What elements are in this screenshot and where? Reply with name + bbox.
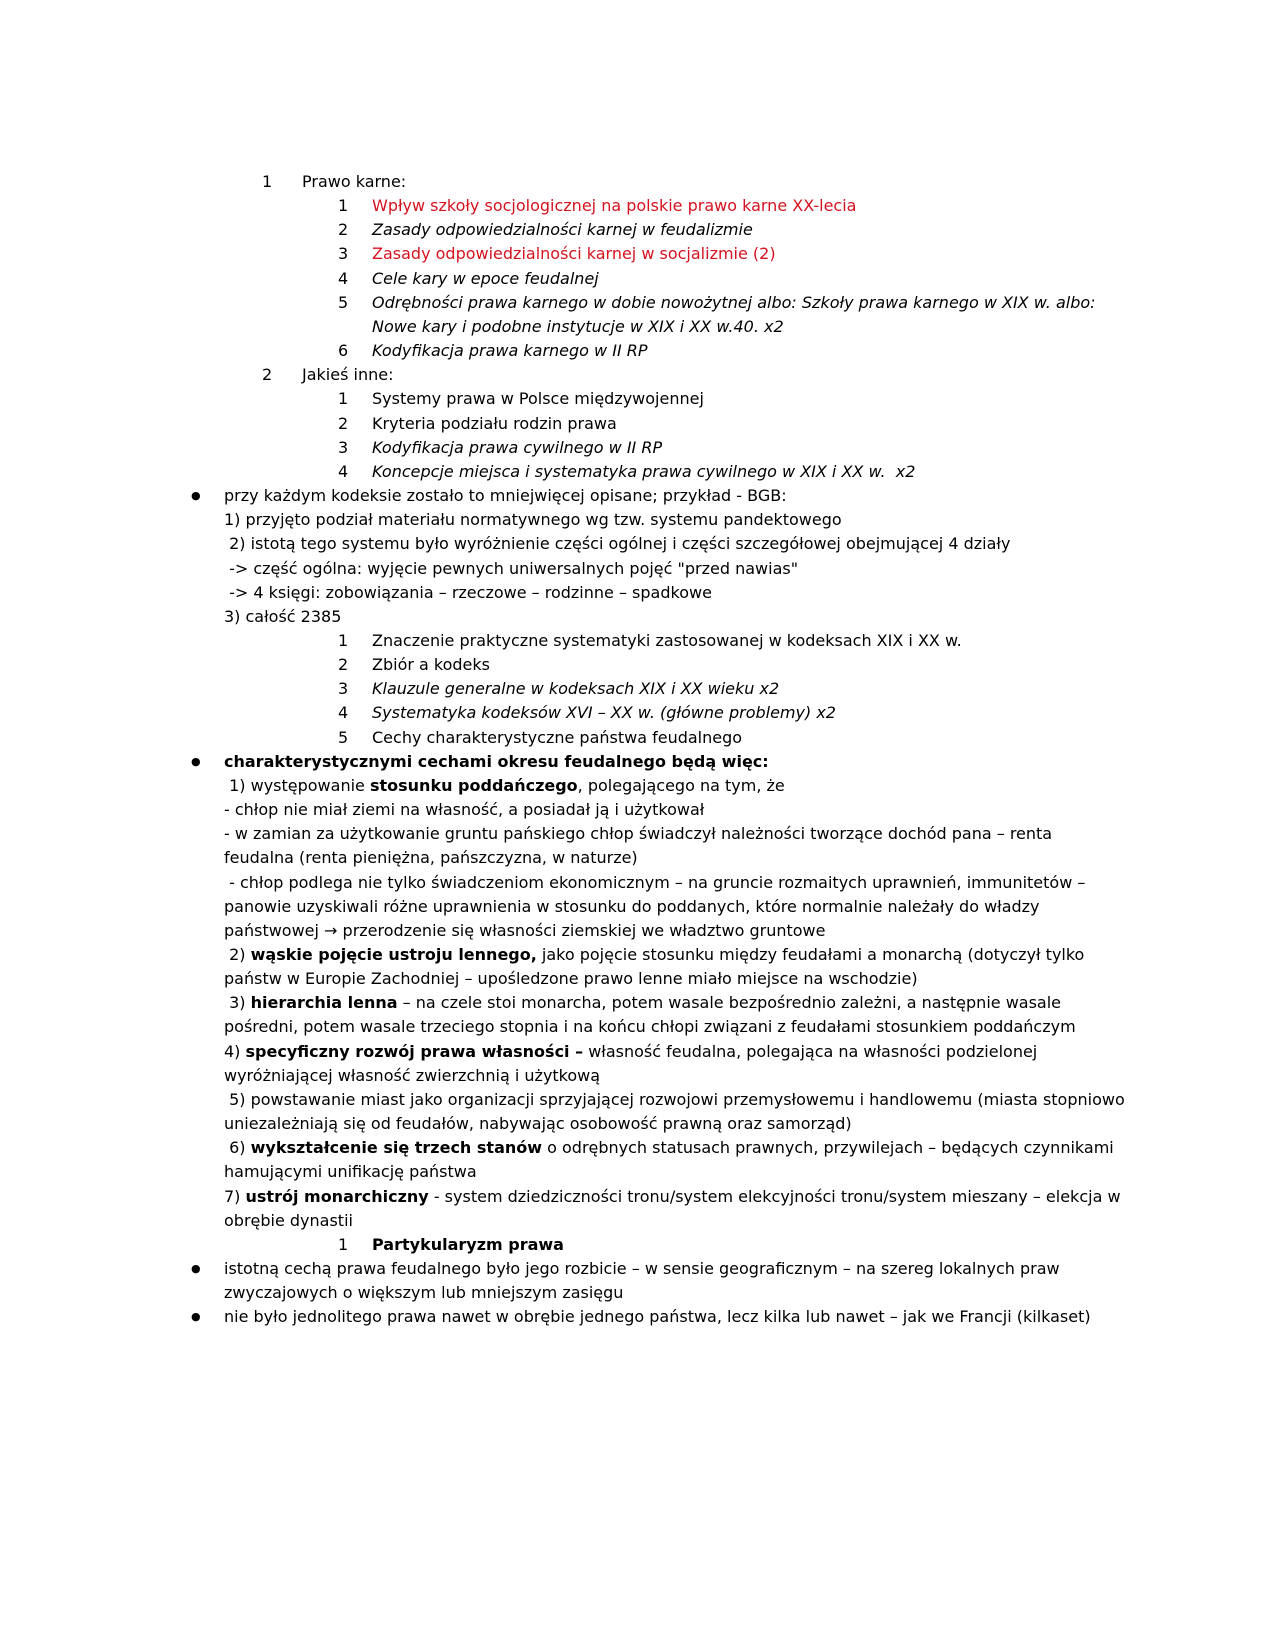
item-number: 2 — [338, 413, 349, 433]
text-runs — [224, 824, 1057, 867]
text-run: Klauzule generalne w kodeksach XIX i XX wieku x2 — [372, 679, 780, 699]
paragraph — [150, 581, 1125, 605]
text-runs — [224, 559, 798, 578]
numbered-item — [150, 460, 1125, 484]
text-run: Kryteria podziału rodzin prawa — [372, 413, 617, 433]
text-run: Kodyfikacja prawa cywilnego w II RP — [372, 437, 663, 457]
text-runs — [372, 462, 915, 481]
text-run: Cechy charakterystyczne państwa feudalnego — [372, 727, 743, 747]
text-runs — [224, 1259, 1065, 1302]
text-run: specyficzny rozwój prawa własności – — [245, 1041, 584, 1061]
numbered-item — [150, 267, 1125, 291]
paragraph — [150, 1088, 1130, 1136]
item-number: 1 — [338, 196, 349, 216]
bullet-icon: ● — [191, 754, 201, 768]
paragraph — [150, 871, 1125, 943]
text-run: 1) przyjęto podział materiału normatywnego wg tzw. systemu pandektowego — [224, 510, 842, 530]
text-run: - chłop nie miał ziemi na własność, a posiadał ją i użytkował — [224, 800, 705, 820]
text-run: -> część ogólna: wyjęcie pewnych uniwersalnych pojęć "przed nawias" — [224, 558, 799, 578]
text-run: 2) — [224, 945, 251, 964]
numbered-item — [150, 363, 1125, 387]
text-runs — [372, 341, 648, 360]
numbered-item — [150, 218, 1125, 242]
text-runs — [372, 196, 856, 215]
text-run: jako pojęcie stosunku między feudałami a monarchą (dotyczył tylko państw w Europie Zachodniej – upośledzone prawo lenne miało miejsce na wschodzie) — [224, 945, 1090, 989]
text-run: Zbiór a kodeks — [372, 655, 490, 675]
text-runs — [372, 220, 753, 239]
text-runs — [372, 438, 662, 457]
item-number: 6 — [338, 341, 349, 361]
paragraph — [150, 798, 1125, 822]
paragraph — [150, 943, 1125, 991]
text-run: stosunku poddańczego — [369, 775, 578, 795]
paragraph — [150, 991, 1125, 1039]
text-run: 7) — [224, 1186, 246, 1206]
item-number: 5 — [338, 727, 349, 747]
paragraph — [150, 532, 1125, 556]
text-run: Cele kary w epoce feudalnej — [372, 268, 599, 288]
text-run: - w zamian za użytkowanie gruntu pańskiego chłop świadczył należności tworzące dochód pana – renta feudalna (renta pieniężna, pańszczyzna, w naturze) — [224, 824, 1058, 868]
text-runs — [224, 486, 787, 505]
text-runs — [224, 752, 769, 771]
numbered-item — [150, 1233, 1125, 1257]
numbered-item — [150, 653, 1125, 677]
item-number: 4 — [338, 461, 349, 481]
text-run: Zasady odpowiedzialności karnej w socjalizmie (2) — [372, 244, 776, 264]
text-run: - system dziedziczności tronu/system elekcyjności tronu/system mieszany – elekcja w obrębie dynastii — [224, 1186, 1126, 1230]
text-run: Kodyfikacja prawa karnego w II RP — [372, 341, 648, 361]
numbered-item — [150, 726, 1125, 750]
item-number: 3 — [338, 437, 349, 457]
text-runs — [224, 534, 1010, 553]
text-runs — [224, 776, 785, 795]
text-run: nie było jednolitego prawa nawet w obrębie jednego państwa, lecz kilka lub nawet – jak we Francji (kilkaset) — [224, 1307, 1091, 1327]
item-number: 1 — [338, 389, 349, 409]
text-run: 5) powstawanie miast jako organizacji sprzyjającej rozwojowi przemysłowemu i handlowemu (miasta stopniowo uniezależniają się od feudałów, nabywając osobowość prawną oraz samorząd) — [224, 1089, 1130, 1134]
item-number: 1 — [338, 1234, 349, 1254]
numbered-item — [150, 701, 1125, 725]
text-run: , polegającego na tym, że — [577, 775, 785, 795]
text-runs — [372, 293, 1101, 336]
text-runs — [372, 631, 962, 650]
text-runs — [224, 945, 1089, 988]
text-runs — [224, 1138, 1119, 1181]
text-run: przy każdym kodeksie zostało to mniejwięcej opisane; przykład - BGB: — [224, 486, 787, 506]
paragraph — [150, 822, 1125, 870]
item-number: 3 — [338, 679, 349, 699]
text-runs — [224, 607, 341, 626]
text-runs — [224, 510, 842, 529]
text-run: własność feudalna, polegająca na własności podzielonej wyróżniającej własność zwierzchnią i użytkową — [224, 1041, 1043, 1085]
text-runs — [302, 172, 406, 191]
text-runs — [224, 1090, 1130, 1133]
text-run: 3) całość 2385 — [224, 606, 342, 626]
item-number: 4 — [338, 268, 349, 288]
text-run: wąskie pojęcie ustroju lennego, — [250, 945, 537, 964]
bullet-item — [150, 1305, 1125, 1329]
numbered-item — [150, 170, 1125, 194]
text-runs — [224, 800, 704, 819]
item-number: 2 — [338, 220, 349, 240]
text-run: 6) — [224, 1138, 251, 1158]
numbered-item — [150, 629, 1125, 653]
text-run: Prawo karne: — [302, 172, 407, 191]
text-runs — [372, 269, 599, 288]
text-run: Partykularyzm prawa — [372, 1234, 564, 1254]
text-run: wykształcenie się trzech stanów — [250, 1138, 543, 1158]
bullet-item — [150, 750, 1125, 774]
text-runs — [372, 728, 742, 747]
item-number: 2 — [338, 655, 349, 675]
text-run: o odrębnych statusach prawnych, przywilejach – będących czynnikami hamującymi unifikację państwa — [224, 1138, 1119, 1182]
item-number: 5 — [338, 292, 349, 312]
text-runs — [224, 583, 712, 602]
paragraph — [150, 557, 1125, 581]
text-run: Wpływ szkoły socjologicznej na polskie prawo karne XX-lecia — [372, 196, 857, 216]
text-run: charakterystycznymi cechami okresu feudalnego będą więc: — [224, 751, 769, 771]
text-run: -> 4 księgi: zobowiązania – rzeczowe – rodzinne – spadkowe — [224, 582, 712, 602]
text-runs — [224, 1187, 1126, 1230]
text-run: 4) — [224, 1041, 246, 1061]
bullet-icon: ● — [191, 489, 201, 503]
text-run: - chłop podlega nie tylko świadczeniom ekonomicznym – na gruncie rozmaitych uprawnień, immunitetów – panowie uzyskiwali różne uprawnienia w stosunku do poddanych, które normalnie należały do władzy państwowej → przerodzenie się własności ziemskiej we władztwo gruntowe — [224, 872, 1091, 940]
text-runs — [224, 873, 1090, 940]
numbered-item — [150, 677, 1125, 701]
text-run: 1) występowanie — [224, 775, 370, 795]
item-number: 3 — [338, 244, 349, 264]
text-run: Koncepcje miejsca i systematyka prawa cywilnego w XIX i XX w. x2 — [372, 461, 916, 481]
bullet-item — [150, 1257, 1125, 1305]
text-run: Zasady odpowiedzialności karnej w feudalizmie — [372, 220, 753, 240]
text-runs — [372, 679, 779, 698]
bullet-item — [150, 484, 1125, 508]
text-run: hierarchia lenna — [250, 993, 398, 1013]
item-number: 1 — [262, 172, 273, 191]
paragraph — [150, 1136, 1125, 1184]
text-runs — [372, 414, 617, 433]
text-runs — [302, 365, 393, 384]
paragraph — [150, 605, 1125, 629]
paragraph — [150, 1185, 1125, 1233]
numbered-item — [150, 412, 1125, 436]
item-number: 4 — [338, 703, 349, 723]
numbered-item — [150, 291, 1125, 339]
bullet-icon: ● — [191, 1262, 201, 1276]
text-runs — [224, 993, 1076, 1036]
item-number: 1 — [338, 630, 349, 650]
text-run: Odrębności prawa karnego w dobie nowożytnej albo: Szkoły prawa karnego w XIX w. albo: Nowe kary i podobne instytucje w XIX i XX w.40. x2 — [372, 292, 1101, 336]
text-run: ustrój monarchiczny — [245, 1186, 429, 1206]
text-runs — [372, 1235, 564, 1254]
text-run: istotną cechą prawa feudalnego było jego rozbicie – w sensie geograficznym – na szereg lokalnych praw zwyczajowych o większym lub mniejszym zasięgu — [224, 1259, 1065, 1303]
numbered-item — [150, 339, 1125, 363]
numbered-item — [150, 436, 1125, 460]
paragraph — [150, 1040, 1125, 1088]
numbered-item — [150, 242, 1125, 266]
text-run: 2) istotą tego systemu było wyróżnienie części ogólnej i części szczegółowej obejmującej 4 działy — [224, 534, 1011, 554]
text-run: Systemy prawa w Polsce międzywojennej — [372, 389, 704, 409]
text-run: Systematyka kodeksów XVI – XX w. (główne problemy) x2 — [372, 703, 836, 723]
text-runs — [372, 655, 490, 674]
numbered-item — [150, 387, 1125, 411]
text-run: 3) — [224, 993, 251, 1013]
text-runs — [224, 1042, 1042, 1085]
text-runs — [372, 703, 836, 722]
text-runs — [372, 244, 776, 263]
item-number: 2 — [262, 365, 273, 385]
text-runs — [372, 389, 704, 408]
text-run: Znaczenie praktyczne systematyki zastosowanej w kodeksach XIX i XX w. — [372, 630, 962, 650]
text-run: Jakieś inne: — [302, 365, 394, 385]
text-runs — [224, 1307, 1091, 1326]
paragraph — [150, 774, 1125, 798]
numbered-item — [150, 194, 1125, 218]
paragraph — [150, 508, 1125, 532]
text-run: – na czele stoi monarcha, potem wasale bezpośrednio zależni, a następnie wasale pośredni, potem wasale trzeciego stopnia i na końcu chłopi związani z feudałami stosunkiem poddańczym — [224, 993, 1076, 1037]
bullet-icon: ● — [191, 1310, 201, 1324]
